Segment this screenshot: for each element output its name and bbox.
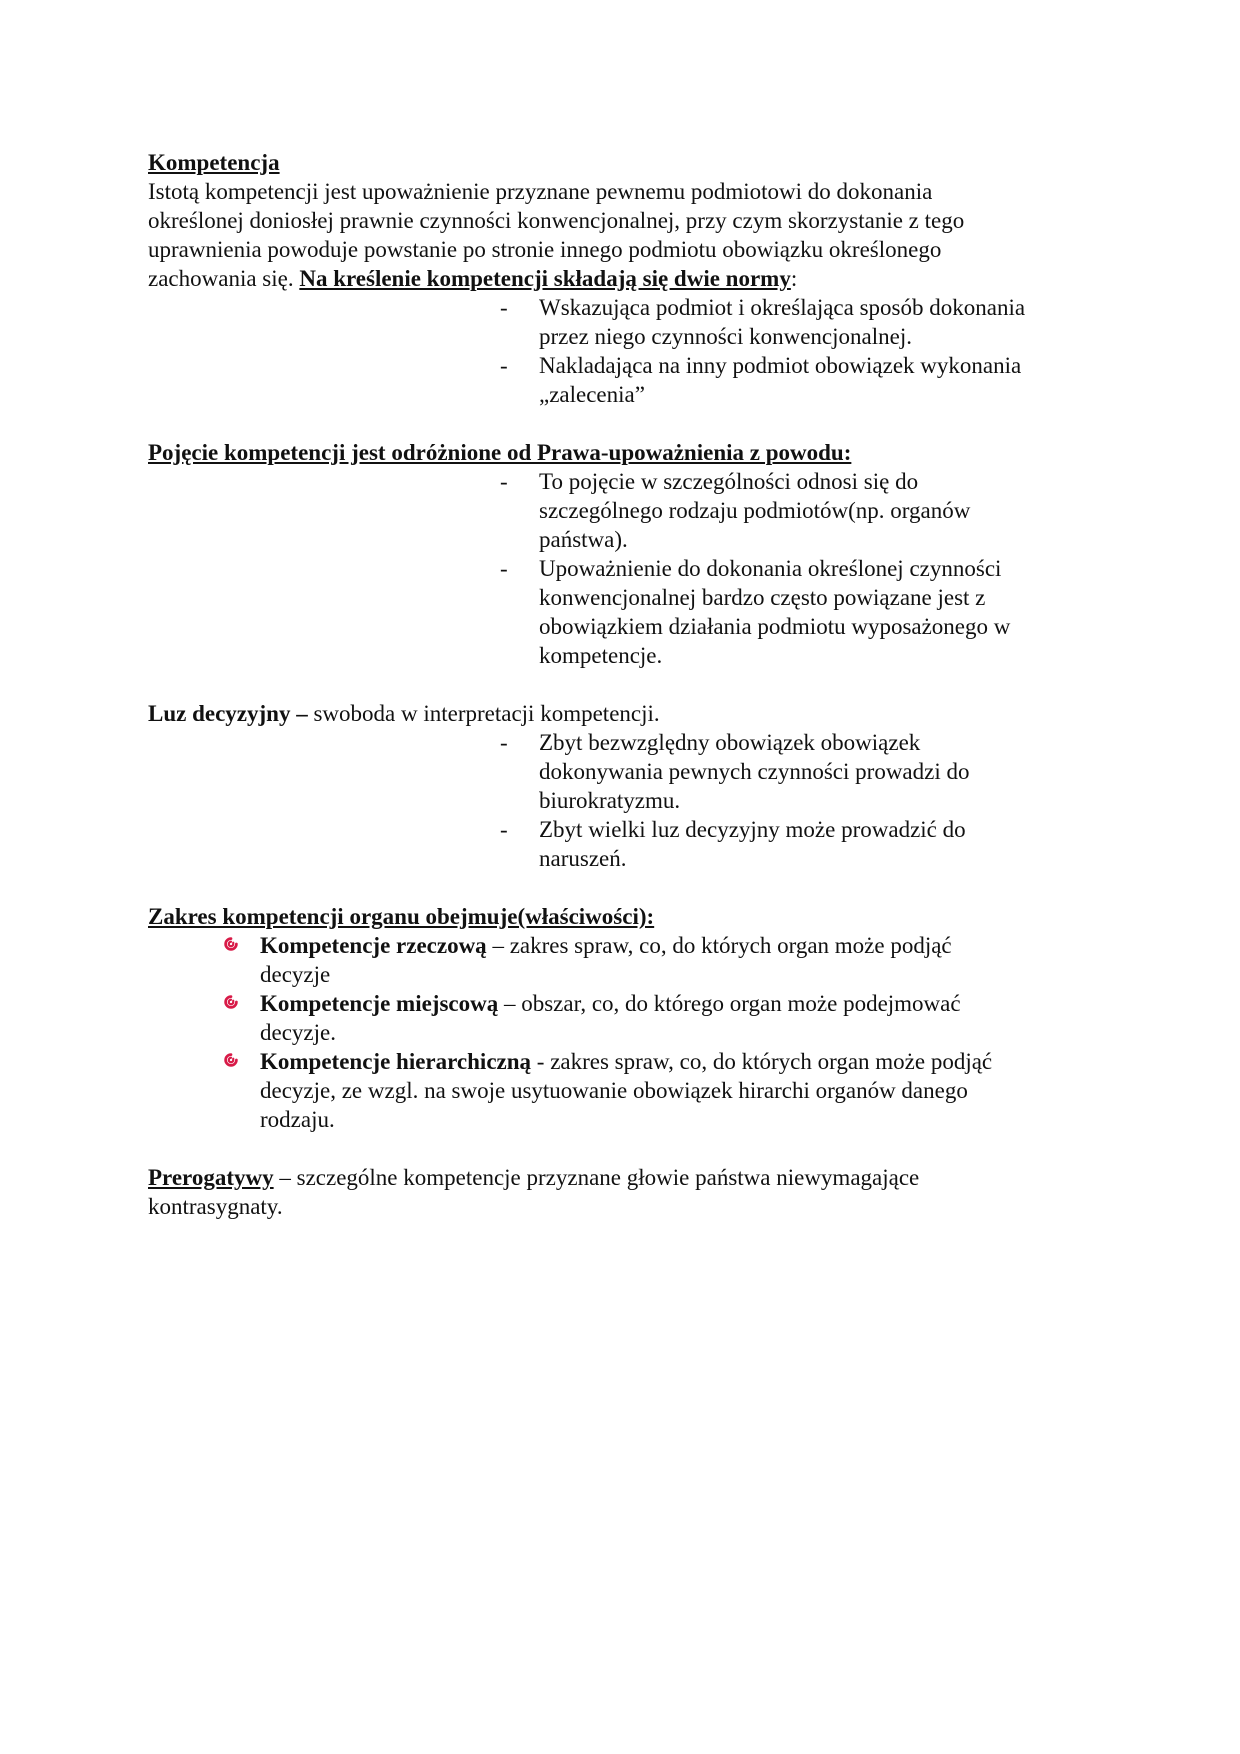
term-description: – obszar, co, do którego organ może podejmować	[498, 991, 961, 1016]
paragraph-line-4-start: zachowania się.	[148, 266, 300, 291]
zakres-list	[148, 931, 1088, 1134]
list-item-line: Zbyt wielki luz decyzyjny może prowadzić do	[539, 817, 966, 842]
dash-marker: -	[500, 817, 508, 842]
list-item	[148, 815, 1088, 873]
list-item	[148, 467, 1088, 554]
norms-list	[148, 293, 1088, 409]
term-description: – zakres spraw, co, do których organ może podjąć	[486, 933, 952, 958]
emphasis-colon: :	[790, 266, 798, 291]
list-item	[148, 293, 1088, 351]
document-content	[148, 148, 1088, 1221]
list-item-line: konwencjonalnej bardzo często powiązane jest z	[539, 585, 986, 610]
list-item-line: decyzje, ze wzgl. na swoje usytuowanie obowiązek hirarchi organów danego	[260, 1078, 968, 1103]
luz-list	[148, 728, 1088, 873]
spacer	[148, 409, 1088, 438]
paragraph-line-2: określonej doniosłej prawnie czynności konwencjonalnej, przy czym skorzystanie z tego	[148, 208, 965, 233]
luz-definition	[148, 699, 1088, 728]
term-prerogatywy: Prerogatywy	[148, 1165, 274, 1190]
list-item-line: decyzje	[260, 962, 331, 987]
dash-marker: -	[500, 353, 508, 378]
definition-text: – szczególne kompetencje przyznane głowie państwa niewymagające	[273, 1165, 920, 1190]
term-description: - zakres spraw, co, do których organ może podjąć	[531, 1049, 993, 1074]
list-item	[148, 728, 1088, 815]
list-item-line: dokonywania pewnych czynności prowadzi do	[539, 759, 970, 784]
dash-marker: -	[500, 730, 508, 755]
list-item-line: obowiązkiem działania podmiotu wyposażonego w	[539, 614, 1011, 639]
list-item-line: kompetencje.	[539, 643, 663, 668]
list-item-line: „zalecenia”	[539, 382, 645, 407]
spacer	[148, 873, 1088, 902]
list-item	[148, 351, 1088, 409]
pojecie-list	[148, 467, 1088, 670]
list-item	[148, 1047, 1088, 1134]
list-item-line: Upoważnienie do dokonania określonej czynności	[539, 556, 1002, 581]
list-item-line: biurokratyzmu.	[539, 788, 681, 813]
definition-text: swoboda w interpretacji kompetencji.	[307, 701, 660, 726]
spacer	[148, 670, 1088, 699]
list-item-line: Zbyt bezwzględny obowiązek obowiązek	[539, 730, 921, 755]
list-item	[148, 554, 1088, 670]
list-item-line	[260, 1047, 1088, 1076]
emphasis-two-norms: Na kreślenie kompetencji składają się dwie normy	[299, 266, 791, 291]
dash-marker: -	[500, 556, 508, 581]
definition-line-2: kontrasygnaty.	[148, 1194, 283, 1219]
list-item-line: Nakladająca na inny podmiot obowiązek wykonania	[539, 353, 1022, 378]
list-item	[148, 989, 1088, 1047]
paragraph-line-3: uprawnienia powoduje powstanie po stronie innego podmiotu obowiązku określonego	[148, 237, 942, 262]
paragraph-line-4	[148, 264, 1088, 293]
heading-pojecie: Pojęcie kompetencji jest odróżnione od Prawa-upoważnienia z powodu:	[148, 440, 852, 465]
list-item-line	[260, 931, 1088, 960]
dash-marker: -	[500, 469, 508, 494]
spacer	[148, 1134, 1088, 1163]
prerogatywy-definition	[148, 1163, 1088, 1192]
list-item-line: rodzaju.	[260, 1107, 335, 1132]
term-hierarchiczna: Kompetencje hierarchiczną	[260, 1049, 532, 1074]
term-luz-decyzyjny: Luz decyzyjny –	[148, 701, 308, 726]
list-item-line: decyzje.	[260, 1020, 336, 1045]
term-miejscowa: Kompetencje miejscową	[260, 991, 499, 1016]
swirl-bullet-icon	[222, 993, 240, 1011]
heading-zakres: Zakres kompetencji organu obejmuje(właściwości):	[148, 904, 655, 929]
list-item-line: To pojęcie w szczególności odnosi się do	[539, 469, 919, 494]
list-item-line: naruszeń.	[539, 846, 627, 871]
list-item	[148, 931, 1088, 989]
swirl-bullet-icon	[222, 935, 240, 953]
dash-marker: -	[500, 295, 508, 320]
paragraph-line-1: Istotą kompetencji jest upoważnienie przyznane pewnemu podmiotowi do dokonania	[148, 179, 933, 204]
list-item-line: państwa).	[539, 527, 628, 552]
heading-kompetencja: Kompetencja	[148, 150, 280, 175]
list-item-line: przez niego czynności konwencjonalnej.	[539, 324, 912, 349]
term-rzeczowa: Kompetencje rzeczową	[260, 933, 487, 958]
list-item-line: szczególnego rodzaju podmiotów(np. organów	[539, 498, 971, 523]
list-item-line	[260, 989, 1088, 1018]
swirl-bullet-icon	[222, 1051, 240, 1069]
list-item-line: Wskazująca podmiot i określająca sposób dokonania	[539, 295, 1026, 320]
